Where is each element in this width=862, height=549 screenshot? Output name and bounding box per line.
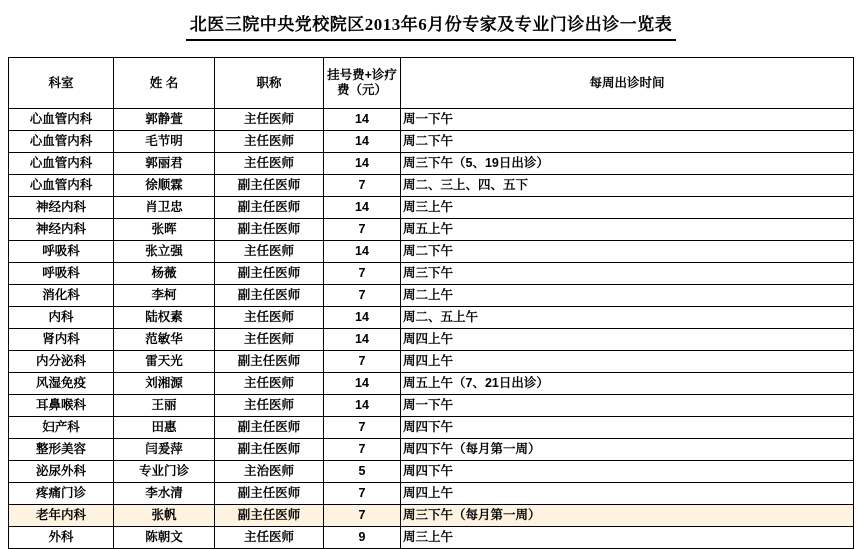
table-row	[9, 307, 854, 329]
cell-title: 副主任医师	[215, 197, 324, 219]
cell-department: 心血管内科	[9, 131, 114, 153]
cell-time: 周二上午	[401, 285, 854, 307]
page-title: 北医三院中央党校院区2013年6月份专家及专业门诊出诊一览表	[186, 10, 677, 41]
cell-time: 周四上午	[401, 351, 854, 373]
cell-title: 主任医师	[215, 241, 324, 263]
cell-title: 副主任医师	[215, 219, 324, 241]
cell-time: 周三下午（每月第一周）	[401, 505, 854, 527]
cell-name: 张晖	[114, 219, 215, 241]
table-row	[9, 417, 854, 439]
cell-title: 主任医师	[215, 109, 324, 131]
cell-fee: 14	[324, 307, 401, 329]
cell-name: 郭静萱	[114, 109, 215, 131]
cell-name: 李水清	[114, 483, 215, 505]
table-row	[9, 109, 854, 131]
cell-department: 妇产科	[9, 417, 114, 439]
table-row	[9, 175, 854, 197]
table-row	[9, 461, 854, 483]
cell-title: 副主任医师	[215, 263, 324, 285]
cell-department: 呼吸科	[9, 241, 114, 263]
cell-fee: 7	[324, 417, 401, 439]
cell-name: 肖卫忠	[114, 197, 215, 219]
cell-fee: 7	[324, 285, 401, 307]
table-header-row	[9, 58, 854, 109]
cell-department: 心血管内科	[9, 153, 114, 175]
cell-name: 雷天光	[114, 351, 215, 373]
cell-title: 主任医师	[215, 373, 324, 395]
table-row	[9, 373, 854, 395]
cell-department: 整形美容	[9, 439, 114, 461]
cell-name: 杨薇	[114, 263, 215, 285]
cell-title: 副主任医师	[215, 417, 324, 439]
cell-fee: 7	[324, 439, 401, 461]
cell-title: 主任医师	[215, 395, 324, 417]
schedule-table-container	[8, 57, 854, 549]
table-row	[9, 395, 854, 417]
table-row	[9, 483, 854, 505]
cell-name: 徐顺霖	[114, 175, 215, 197]
cell-title: 主任医师	[215, 153, 324, 175]
cell-fee: 7	[324, 263, 401, 285]
cell-department: 心血管内科	[9, 175, 114, 197]
cell-department: 老年内科	[9, 505, 114, 527]
cell-department: 呼吸科	[9, 263, 114, 285]
cell-title: 主任医师	[215, 329, 324, 351]
cell-name: 范敏华	[114, 329, 215, 351]
cell-time: 周三上午	[401, 527, 854, 549]
cell-fee: 14	[324, 197, 401, 219]
cell-department: 内分泌科	[9, 351, 114, 373]
cell-department: 内科	[9, 307, 114, 329]
cell-name: 毛节明	[114, 131, 215, 153]
cell-name: 陈朝文	[114, 527, 215, 549]
cell-title: 主任医师	[215, 307, 324, 329]
cell-name: 张帆	[114, 505, 215, 527]
cell-time: 周三下午	[401, 263, 854, 285]
cell-department: 泌尿外科	[9, 461, 114, 483]
cell-title: 主治医师	[215, 461, 324, 483]
cell-department: 外科	[9, 527, 114, 549]
cell-name: 闫爰萍	[114, 439, 215, 461]
cell-fee: 14	[324, 241, 401, 263]
column-header-fee: 挂号费+诊疗费（元）	[324, 58, 401, 109]
cell-title: 主任医师	[215, 131, 324, 153]
cell-title: 副主任医师	[215, 439, 324, 461]
cell-fee: 14	[324, 153, 401, 175]
cell-time: 周二下午	[401, 241, 854, 263]
column-header-name: 姓 名	[114, 58, 215, 109]
column-header-title: 职称	[215, 58, 324, 109]
cell-fee: 7	[324, 219, 401, 241]
cell-department: 风湿免疫	[9, 373, 114, 395]
cell-fee: 14	[324, 373, 401, 395]
table-row	[9, 241, 854, 263]
cell-time: 周一下午	[401, 109, 854, 131]
cell-title: 主任医师	[215, 527, 324, 549]
cell-department: 神经内科	[9, 197, 114, 219]
cell-time: 周四下午	[401, 461, 854, 483]
cell-name: 郭丽君	[114, 153, 215, 175]
cell-title: 副主任医师	[215, 351, 324, 373]
cell-fee: 14	[324, 395, 401, 417]
title-container	[0, 0, 862, 47]
table-row	[9, 439, 854, 461]
cell-department: 神经内科	[9, 219, 114, 241]
cell-department: 消化科	[9, 285, 114, 307]
column-header-time: 每周出诊时间	[401, 58, 854, 109]
cell-title: 副主任医师	[215, 175, 324, 197]
cell-time: 周二下午	[401, 131, 854, 153]
cell-name: 刘湘源	[114, 373, 215, 395]
table-row	[9, 351, 854, 373]
table-row	[9, 219, 854, 241]
cell-time: 周三下午（5、19日出诊）	[401, 153, 854, 175]
cell-fee: 7	[324, 483, 401, 505]
cell-time: 周四下午（每月第一周）	[401, 439, 854, 461]
table-row	[9, 527, 854, 549]
cell-time: 周三上午	[401, 197, 854, 219]
cell-time: 周五上午（7、21日出诊）	[401, 373, 854, 395]
cell-fee: 14	[324, 131, 401, 153]
cell-fee: 7	[324, 175, 401, 197]
table-row	[9, 505, 854, 527]
cell-name: 田惠	[114, 417, 215, 439]
cell-name: 李柯	[114, 285, 215, 307]
cell-department: 肾内科	[9, 329, 114, 351]
cell-fee: 7	[324, 351, 401, 373]
cell-fee: 7	[324, 505, 401, 527]
table-row	[9, 285, 854, 307]
cell-title: 副主任医师	[215, 505, 324, 527]
cell-fee: 5	[324, 461, 401, 483]
cell-time: 周一下午	[401, 395, 854, 417]
table-body	[9, 109, 854, 549]
table-row	[9, 329, 854, 351]
schedule-table	[8, 57, 854, 549]
cell-department: 耳鼻喉科	[9, 395, 114, 417]
cell-name: 张立强	[114, 241, 215, 263]
cell-time: 周五上午	[401, 219, 854, 241]
cell-time: 周四上午	[401, 483, 854, 505]
cell-title: 副主任医师	[215, 285, 324, 307]
cell-title: 副主任医师	[215, 483, 324, 505]
cell-time: 周二、五上午	[401, 307, 854, 329]
cell-time: 周二、三上、四、五下	[401, 175, 854, 197]
column-header-department: 科室	[9, 58, 114, 109]
cell-fee: 9	[324, 527, 401, 549]
cell-time: 周四上午	[401, 329, 854, 351]
cell-fee: 14	[324, 109, 401, 131]
cell-department: 疼痛门诊	[9, 483, 114, 505]
cell-department: 心血管内科	[9, 109, 114, 131]
table-row	[9, 263, 854, 285]
cell-name: 陆权素	[114, 307, 215, 329]
cell-name: 王丽	[114, 395, 215, 417]
table-row	[9, 153, 854, 175]
cell-time: 周四下午	[401, 417, 854, 439]
table-row	[9, 197, 854, 219]
cell-fee: 14	[324, 329, 401, 351]
table-header	[9, 58, 854, 109]
cell-name: 专业门诊	[114, 461, 215, 483]
table-row	[9, 131, 854, 153]
